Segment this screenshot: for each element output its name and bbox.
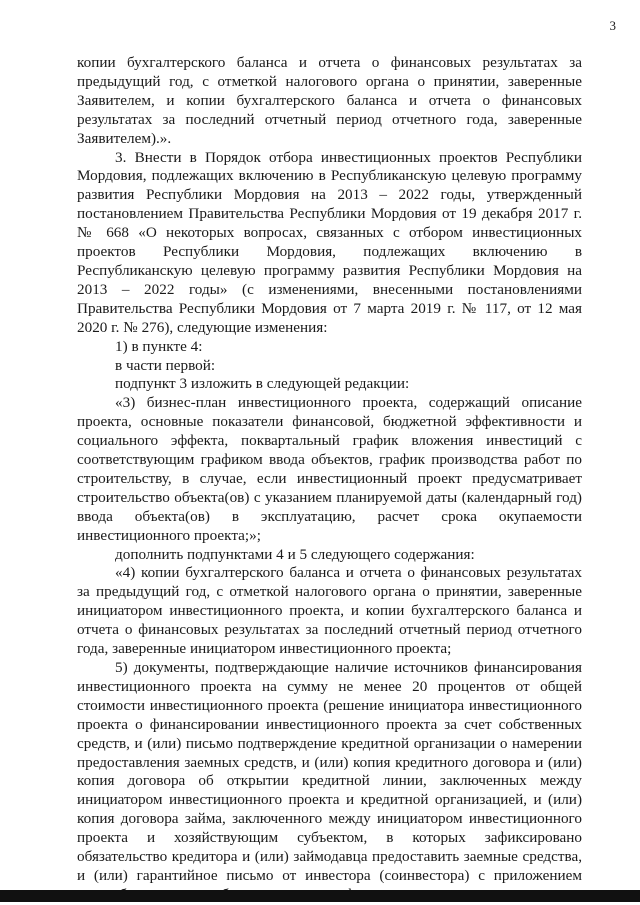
page-number: 3	[609, 18, 616, 33]
paragraph-7: дополнить подпунктами 4 и 5 следующего содержания:	[115, 545, 475, 563]
paragraph-2: 3. Внести в Порядок отбора инвестиционных проектов Республики Мордовия, подлежащих включению в Республиканскую целевую программу развития Республики Мордовия на 2013 – 2022 годы, утвержденный постановлением Правительства Республики Мордовия от 19 декабря 2017 г. № 668 «О некоторых вопросах, связанных с отбором инвестиционных проектов Республики Мордовия, подлежащих включению в Республиканскую целевую программу развития Республики Мордовия на 2013 – 2022 годы» (с изменениями, внесенными постановлениями Правительства Республики Мордовия от 7 марта 2019 г. № 117, от 12 мая 2020 г. № 276), следующие изменения:	[77, 148, 582, 336]
scan-edge-bar	[0, 890, 640, 902]
document-body	[77, 54, 582, 905]
paragraph-6: «3) бизнес-план инвестиционного проекта, содержащий описание проекта, основные показатели финансовой, бюджетной эффективности и социального эффекта, поквартальный график вложения инвестиций с соответствующим графиком ввода объектов, график производства работ по строительству, в случае, если инвестиционный проект предусматривает строительство объекта(ов) с указанием планируемой даты (календарный год) ввода объекта(ов) в эксплуатацию, расчет срока окупаемости инвестиционного проекта;»;	[77, 394, 582, 544]
paragraph-4: в части первой:	[115, 356, 216, 374]
paragraph-9: 5) документы, подтверждающие наличие источников финансирования инвестиционного проекта на сумму не менее 20 процентов от общей стоимости инвестиционного проекта (решение инициатора инвестиционного проекта о финансировании инвестиционного проекта за счет собственных средств, и (или) письмо подтверждение кредитной организации о намерении предоставления заемных средств, и (или) копия кредитного договора и (или) копия договора об открытии кредитной линии, заключенных между инициатором инвестиционного проекта и кредитной организацией, и (или) копия договора займа, заключенного между инициатором инвестиционного проекта и хозяйствующим субъектом, в которых зафиксировано обязательство кредитора и (или) займодавца предоставить заемные средства, и (или) гарантийное письмо от инвестора (соинвестора) с приложением	[77, 659, 582, 884]
paragraph-5: подпункт 3 изложить в следующей редакции:	[115, 375, 410, 393]
paragraph-1: копии бухгалтерского баланса и отчета о финансовых результатах за предыдущий год, с отметкой налогового органа о принятии, заверенные Заявителем, и копии бухгалтерского баланса и отчета о финансовых результатах за последний отчетный период отчетного года, заверенные Заявителем).».	[77, 54, 582, 147]
paragraph-3: 1) в пункте 4:	[115, 337, 203, 355]
paragraph-8: «4) копии бухгалтерского баланса и отчета о финансовых результатах за предыдущий год, с отметкой налогового органа о принятии, заверенные инициатором инвестиционного проекта, и копии бухгалтерского баланса и отчета о финансовых результатах за последний отчетный период отчетного года, заверенные инициатором инвестиционного проекта;	[77, 564, 582, 658]
